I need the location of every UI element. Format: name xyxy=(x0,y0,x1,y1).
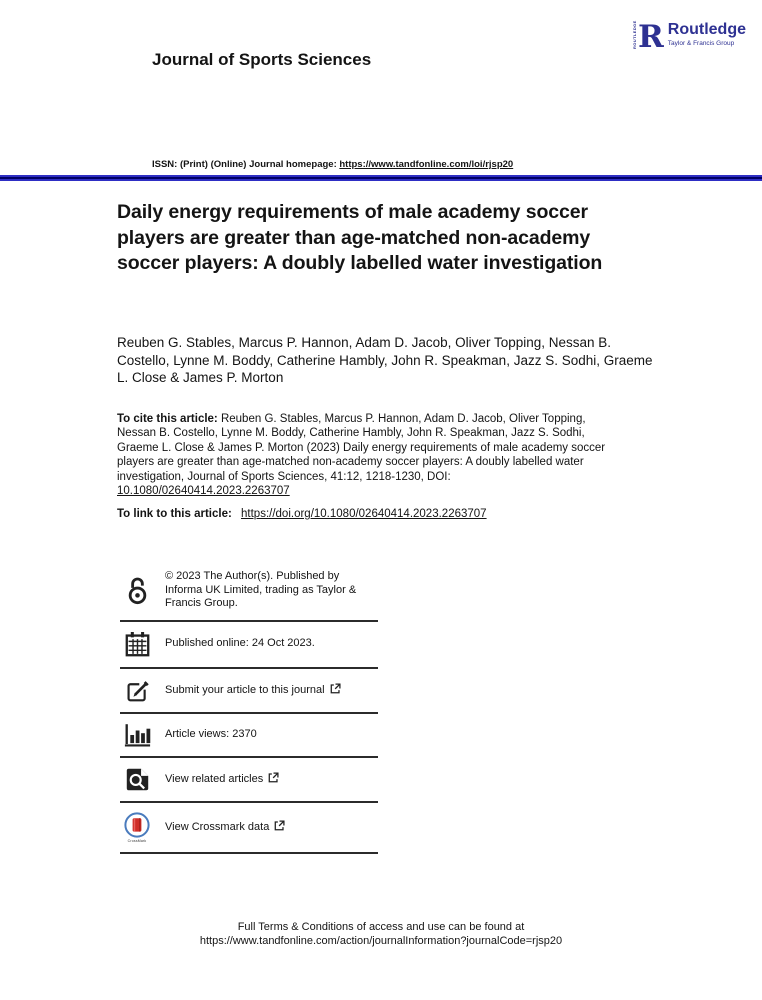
routledge-logo xyxy=(632,18,746,55)
cite-label: To cite this article: xyxy=(117,413,218,425)
terms-line: Full Terms & Conditions of access and use can be found at xyxy=(237,921,525,933)
author-list: Reuben G. Stables, Marcus P. Hannon, Adam D. Jacob, Oliver Topping, Nessan B. Costello, Lynne M. Boddy, Catherine Hambly, John R. Speakman, Jazz S. Sodhi, Graeme L. Close & James P. Morton xyxy=(117,335,653,385)
routledge-tagline: Taylor & Francis Group xyxy=(667,39,735,47)
doi-url-link[interactable]: https://doi.org/10.1080/02640414.2023.2263707 xyxy=(241,508,487,520)
open-access-icon xyxy=(122,576,152,605)
crossmark-label: CrossMark xyxy=(127,838,147,843)
issn-label: ISSN: (Print) (Online) Journal homepage: xyxy=(152,159,337,170)
link-label: To link to this article: xyxy=(117,508,232,520)
external-link-icon xyxy=(330,683,341,694)
view-crossmark-row[interactable] xyxy=(120,803,378,854)
routledge-name: Routledge xyxy=(667,21,746,38)
submit-article-row[interactable] xyxy=(120,669,378,714)
article-info-table xyxy=(120,561,378,854)
terms-footer xyxy=(0,920,762,948)
article-views-row xyxy=(120,714,378,758)
journal-homepage-link[interactable]: https://www.tandfonline.com/loi/rjsp20 xyxy=(339,159,514,170)
article-views-text: Article views: 2370 xyxy=(165,727,257,740)
routledge-vertical-text: ROUTLEDGE xyxy=(632,20,638,50)
journal-title: Journal of Sports Sciences xyxy=(152,50,372,69)
cite-doi-link[interactable]: 10.1080/02640414.2023.2263707 xyxy=(117,485,290,498)
view-related-icon xyxy=(122,767,152,792)
bar-chart-icon xyxy=(122,723,152,747)
terms-url[interactable]: https://www.tandfonline.com/action/journalInformation?journalCode=rjsp20 xyxy=(199,935,563,947)
issn-line xyxy=(152,159,513,170)
routledge-r-icon: R xyxy=(638,18,664,55)
article-title: Daily energy requirements of male academy soccer players are greater than age-matched non-academy soccer players: A doubly labelled water investigation xyxy=(117,201,603,274)
routledge-logo-text xyxy=(668,21,746,47)
view-related-row[interactable] xyxy=(120,758,378,803)
article-link-line xyxy=(117,508,637,520)
submit-article-link[interactable]: Submit your article to this journal xyxy=(165,683,341,698)
open-access-row xyxy=(120,561,378,622)
view-related-link[interactable]: View related articles xyxy=(165,772,279,787)
published-online-row xyxy=(120,622,378,669)
cite-text: Reuben G. Stables, Marcus P. Hannon, Adam D. Jacob, Oliver Topping, Nessan B. Costello, Lynne M. Boddy, Catherine Hambly, John R. Speakman, Jazz S. Sodhi, Graeme L. Close & James P. Morton (2023) Daily energy requirements of male academy soccer players are greater than age-matched non-academy soccer players: A doubly labelled water investigation, Journal of Sports Sciences, 41:12, 1218-1230, DOI: xyxy=(117,413,606,483)
calendar-icon xyxy=(122,631,152,658)
external-link-icon xyxy=(274,820,285,831)
published-online-text: Published online: 24 Oct 2023. xyxy=(165,637,315,650)
header-divider xyxy=(0,175,762,181)
citation-block xyxy=(117,412,622,498)
copyright-text: © 2023 The Author(s). Published by Informa UK Limited, trading as Taylor & Francis Group. xyxy=(165,570,357,609)
external-link-icon xyxy=(268,772,279,783)
view-crossmark-link[interactable]: View Crossmark data xyxy=(165,820,285,835)
crossmark-icon xyxy=(122,812,152,843)
submit-article-icon xyxy=(122,678,152,703)
routledge-logo-mark xyxy=(632,18,664,55)
